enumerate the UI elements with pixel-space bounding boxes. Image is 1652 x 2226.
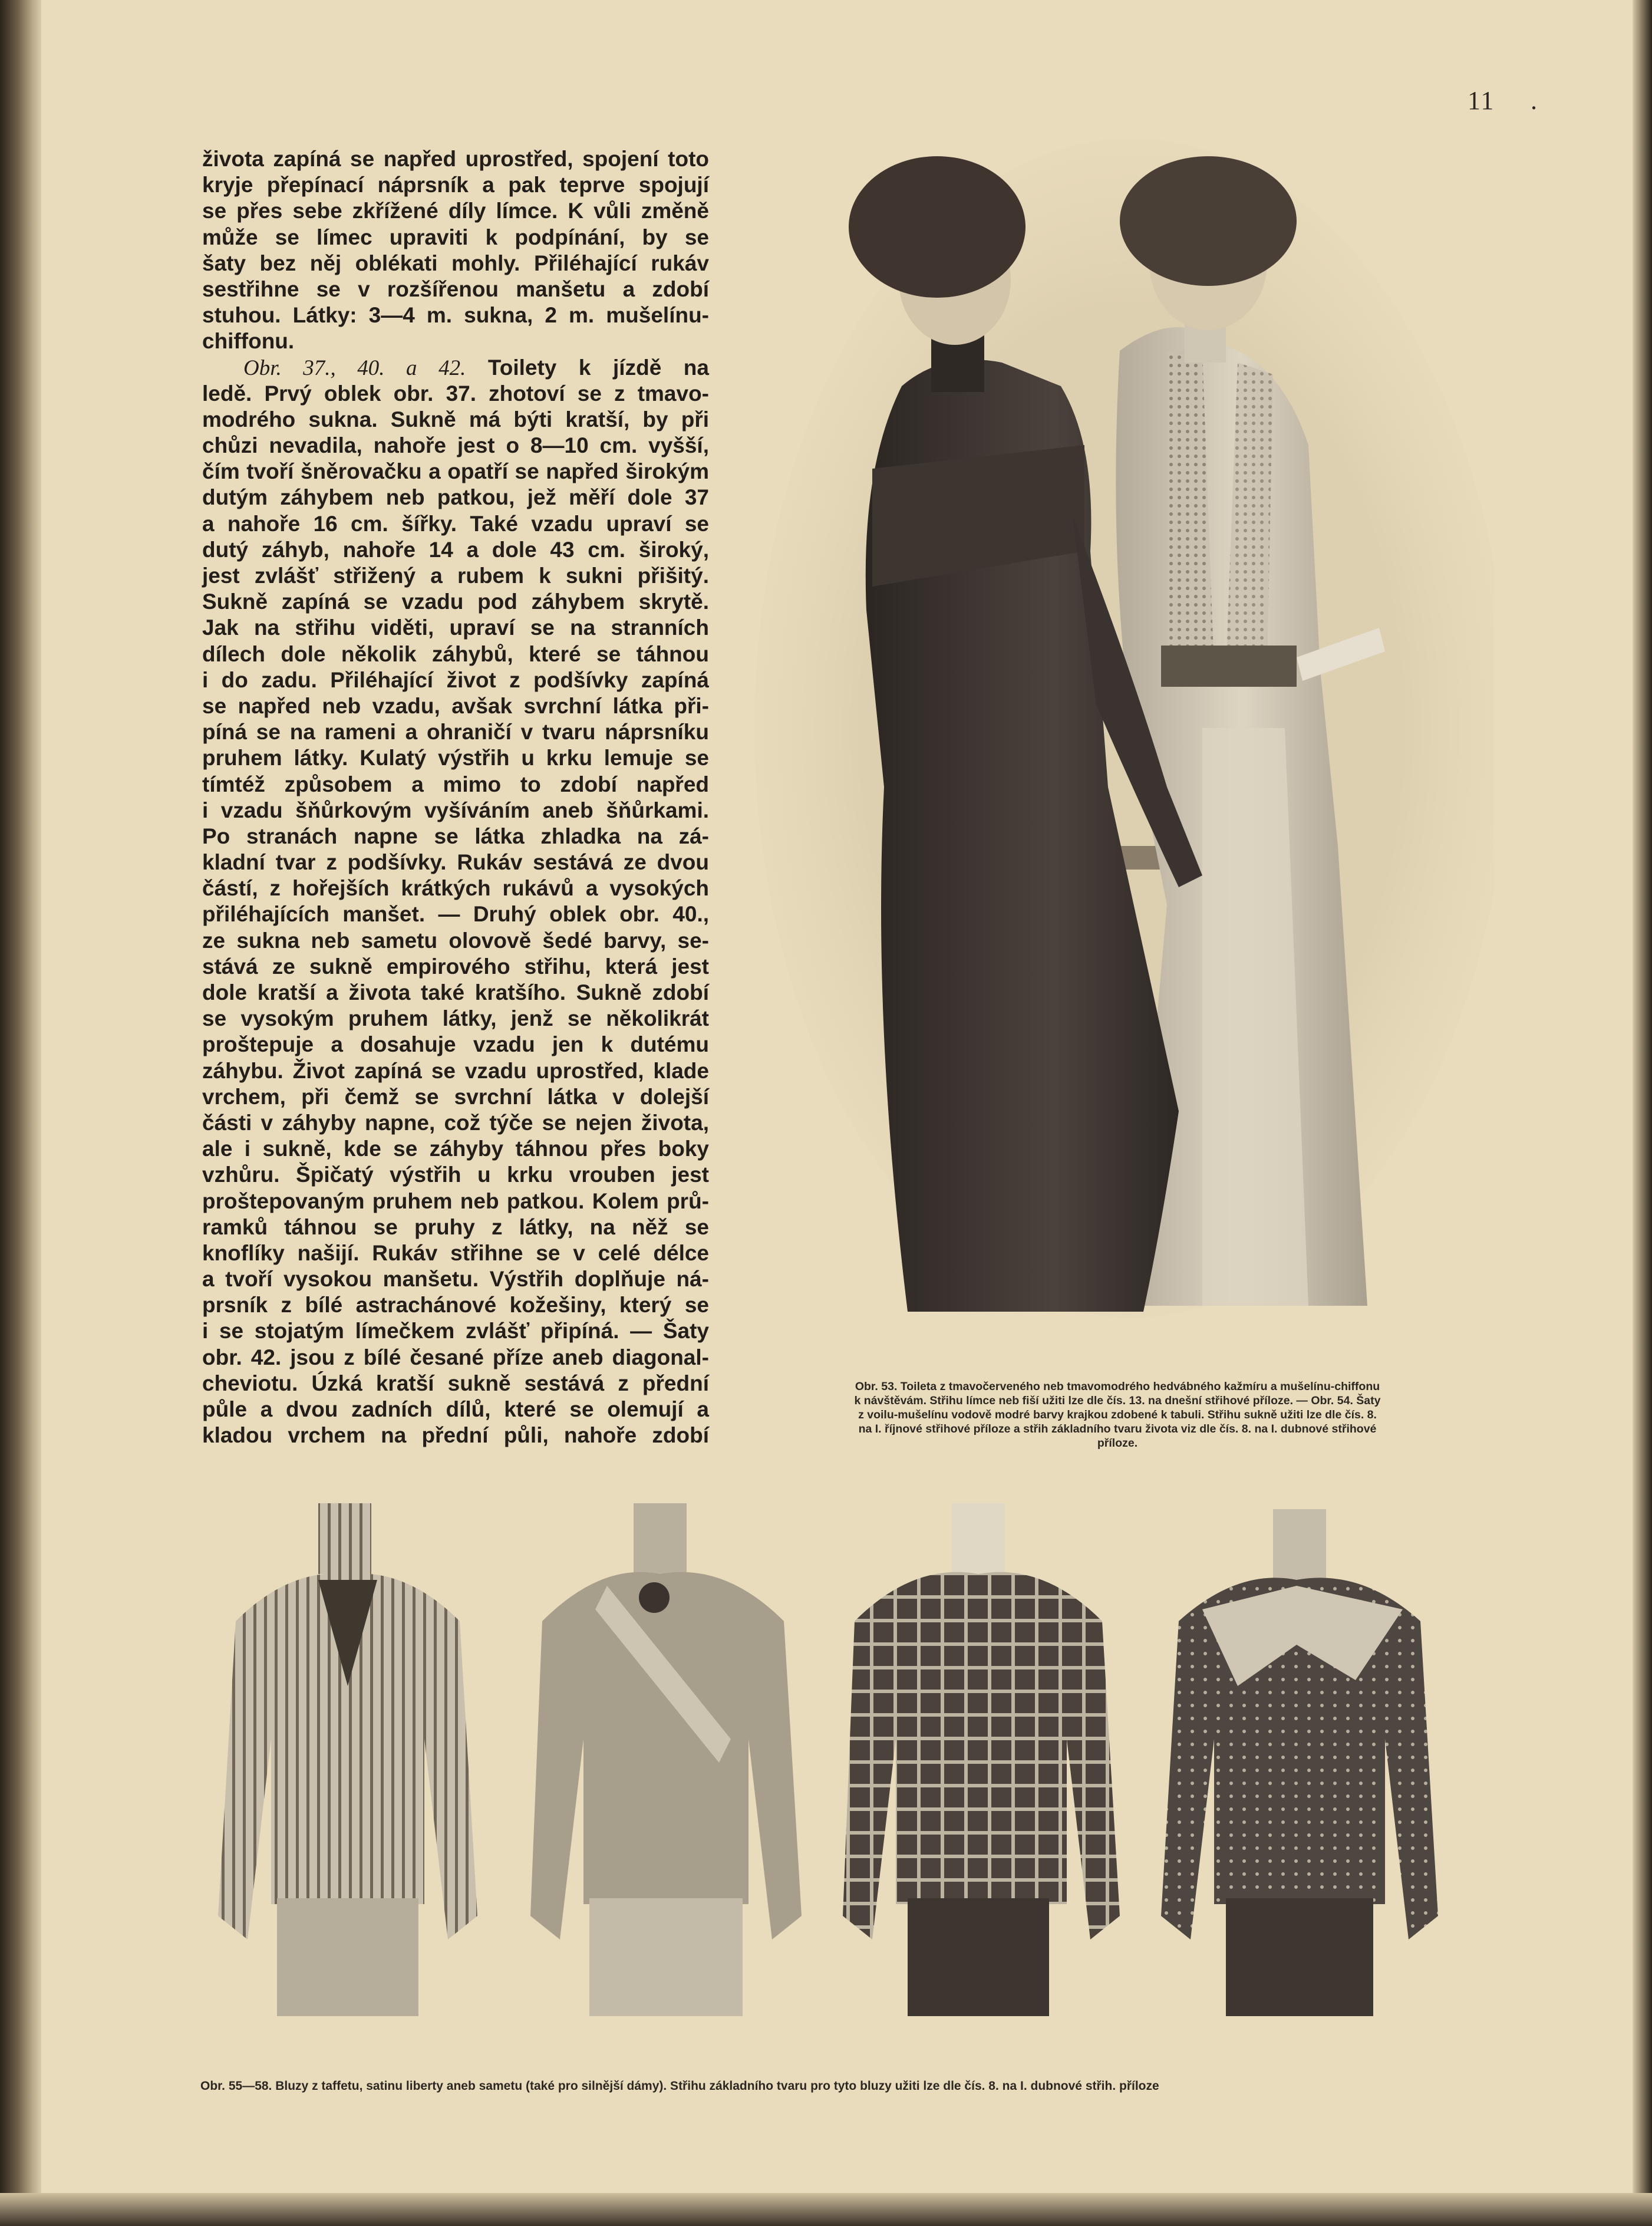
article-line: šaty bez něj oblékati mohly. Přiléhající rukáv (202, 251, 709, 275)
article-line: stuhou. Látky: 3—4 m. sukna, 2 m. mušelínu- (202, 303, 709, 328)
article-line: dole kratší a života také kratšího. Sukně zdobí (202, 980, 709, 1005)
article-line: a nahoře 16 cm. šířky. Také vzadu upraví se (202, 511, 709, 536)
blouses-drawing (200, 1491, 1497, 2022)
blouse-dotted-lace (1161, 1509, 1438, 2016)
article-line: proštepuje a dosahuje vzadu jen k dutému (202, 1032, 709, 1057)
blouse-pleated (218, 1503, 477, 2016)
article-paragraph-start (202, 355, 709, 381)
article-line: i do zadu. Přiléhající život z podšívky zapíná (202, 667, 709, 692)
article-line: půle a dvou zadních dílů, které se olemují a (202, 1397, 709, 1421)
figure-caption-top (738, 1379, 1497, 1450)
article-line: Sukně zapíná se vzadu pod záhybem skrytě. (202, 590, 709, 614)
article-line: části v záhyby napne, což týče se nejen života, (202, 1110, 709, 1135)
page-binding-shadow (0, 0, 41, 2226)
article-line: Jak na střihu viděti, upraví se na stranních (202, 615, 709, 640)
article-line: jest zvlášť střižený a rubem k sukni přišitý. (202, 564, 709, 588)
article-line: proštepovaným pruhem neb patkou. Kolem prů- (202, 1188, 709, 1213)
page-number: 11 (1468, 86, 1495, 115)
page-bottom-edge (0, 2193, 1652, 2226)
article-line: se napřed neb vzadu, avšak svrchní látka při- (202, 693, 709, 718)
page-right-edge (1633, 0, 1652, 2226)
article-line: kladou vrchem na přední půli, nahoře zdobí (202, 1423, 709, 1448)
article-line: může se límec upraviti k podpínání, by se (202, 225, 709, 249)
article-line: ze sukna neb sametu olovově šedé barvy, se- (202, 928, 709, 953)
article-line: chiffonu. (202, 329, 295, 354)
article-line: chůzi nevadila, nahoře jest o 8—10 cm. vyšší, (202, 433, 709, 458)
fashion-plate-drawing (754, 139, 1494, 1318)
article-line: záhybu. Život zapíná se vzadu uprostřed, klade (202, 1058, 709, 1083)
article-line: se přes sebe zkřížené díly límce. K vůli změně (202, 199, 709, 223)
article-line: vrchem, při čemž se svrchní látka v dolejší (202, 1084, 709, 1109)
blouse-wrap-light (530, 1503, 802, 2016)
caption-line: na I. říjnové střihové příloze a střih základního tvaru života viz dle čís. 8. na I. dubnové střihové (858, 1422, 1377, 1435)
article-line: Po stranách napne se látka zhladka na zá- (202, 824, 709, 848)
article-line: i vzadu šňůrkovým vyšíváním aneb šňůrkami. (202, 798, 709, 822)
article-line: kladní tvar z podšívky. Rukáv sestává ze dvou (202, 850, 709, 875)
figure-caption-bottom: Obr. 55—58. Bluzy z taffetu, satinu liberty aneb sametu (také pro silnější dámy). Střihu základního tvaru pro tyto bluzy užiti lze dle čís. 8. na I. dubnové střih. příloze (200, 2079, 1159, 2093)
illustration-two-ladies (754, 139, 1494, 1318)
article-line: ramků táhnou se pruhy z látky, na něž se (202, 1214, 709, 1239)
article-line: cheviotu. Úzká kratší sukně sestává z přední (202, 1371, 709, 1395)
illustration-four-blouses (200, 1491, 1497, 2022)
article-line: přiléhajících manšet. — Druhý oblek obr. 40., (202, 902, 709, 927)
article-line-rest: Toilety k jízdě na (466, 355, 709, 380)
article-line: vzhůru. Špičatý výstřih u krku vrouben jest (202, 1163, 709, 1187)
article-line: stává ze sukně empirového střihu, která jest (202, 954, 709, 979)
article-line: knoflíky našijí. Rukáv střihne se v celé délce (202, 1240, 709, 1265)
article-line: dutý záhyb, nahoře 14 a dole 43 cm. široký, (202, 537, 709, 562)
page-number-dot: . (1531, 86, 1537, 115)
blouse-plaid (843, 1503, 1120, 2016)
article-line: se vysokým pruhem látky, jenž se několikrát (202, 1006, 709, 1031)
article-line: dílech dole několik záhybů, které se táhnou (202, 641, 709, 666)
article-line: tímtéž způsobem a mimo to zdobí napřed (202, 772, 709, 796)
article-line: pruhem látky. Kulatý výstřih u krku lemuje se (202, 746, 709, 770)
article-line: sestřihne se v rozšířenou manšetu a zdobí (202, 276, 709, 301)
caption-line: k návštěvám. Střihu límce neb fiší užiti lze dle čís. 13. na dnešní střihové příloze. — Obr. 54. Šaty (854, 1394, 1381, 1407)
caption-line: z voilu-mušelínu vodově modré barvy krajkou zdobené k tabuli. Střihu sukně užiti lze dle čís. 8. (858, 1408, 1377, 1421)
article-body (202, 146, 709, 1467)
article-line: dutým záhybem neb patkou, jež měří dole 37 (202, 485, 709, 510)
article-line: a tvoří vysokou manšetu. Výstřih doplňuje ná- (202, 1267, 709, 1292)
caption-line: Obr. 53. Toileta z tmavočerveného neb tmavomodrého hedvábného kažmíru a mušelínu-chiffonu (855, 1380, 1380, 1393)
caption-line: příloze. (1097, 1437, 1138, 1450)
article-line: kryje přepínací náprsník a pak teprve spojují (202, 173, 709, 197)
figure-reference: Obr. 37., 40. a 42. (243, 355, 466, 380)
article-line: i se stojatým límečkem zvlášť připíná. — Šaty (202, 1319, 709, 1343)
article-line: života zapíná se napřed uprostřed, spojení toto (202, 147, 709, 171)
article-line: obr. 42. jsou z bílé česané příze aneb diagonal- (202, 1345, 709, 1369)
article-line: modrého sukna. Sukně má býti kratší, by při (202, 407, 709, 432)
article-line: ledě. Prvý oblek obr. 37. zhotoví se z tmavo- (202, 381, 709, 406)
article-line: částí, z hořejších krátkých rukávů a vysokých (202, 876, 709, 901)
article-line: píná se na rameni a ohraničí v tvaru náprsníku (202, 720, 709, 745)
article-line: prsník z bílé astrachánové kožešiny, který se (202, 1293, 709, 1318)
article-line: čím tvoří šněrovačku a opatří se napřed širokým (202, 459, 709, 484)
article-line: ale i sukně, kde se záhyby táhnou přes boky (202, 1137, 709, 1161)
